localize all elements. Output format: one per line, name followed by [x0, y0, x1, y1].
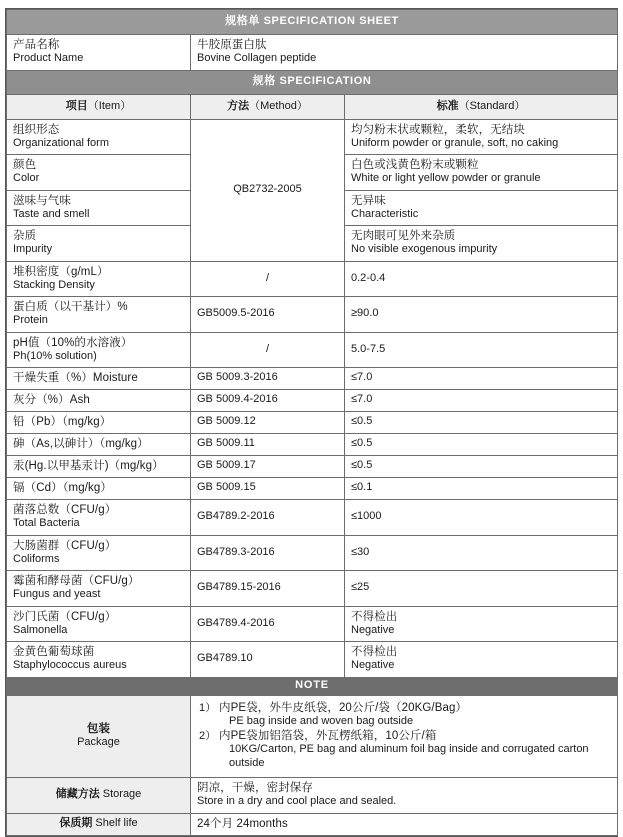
column-header-standard	[345, 94, 618, 119]
row-standard-cell	[345, 571, 618, 607]
row-standard-cell	[345, 478, 618, 500]
row-method-cell	[191, 606, 345, 642]
row-item-cell	[7, 332, 191, 368]
specification-banner-cn: 规格	[252, 75, 276, 88]
package-item	[199, 729, 611, 770]
storage-label-cell	[7, 778, 191, 814]
row-item-en: Stacking Density	[13, 278, 95, 291]
row-item-cell	[7, 261, 191, 297]
row-standard-value: ≤1000	[351, 510, 382, 522]
row-standard-cell	[345, 606, 618, 642]
table-row	[7, 412, 618, 434]
package-label-cn: 包装	[86, 723, 111, 735]
row-method-value: GB 5009.15	[197, 481, 256, 494]
package-item-en: PE bag inside and woven bag outside	[229, 714, 414, 727]
row-method-value: GB 5009.17	[197, 459, 256, 472]
table-row	[7, 434, 618, 456]
row-item-value: 镉（Cd）（mg/kg）	[13, 482, 112, 494]
column-header-standard-cn: 标准	[436, 99, 459, 112]
table-row	[7, 642, 618, 678]
row-standard-cell	[345, 500, 618, 536]
row-item-cell	[7, 155, 191, 191]
column-header-item-en: （Item）	[87, 99, 132, 112]
row-standard-value: ≤30	[351, 545, 370, 558]
row-item-cn: 杂质	[13, 230, 37, 242]
row-standard-cell	[345, 155, 618, 191]
row-item-cell	[7, 368, 191, 390]
note-banner: NOTE	[7, 677, 618, 695]
row-standard-en: Characteristic	[351, 207, 419, 220]
row-standard-en: Negative	[351, 659, 395, 671]
row-item-value: 干燥失重（%）Moisture	[13, 372, 138, 384]
product-name-label-cn: 产品名称	[13, 39, 60, 51]
row-item-cell	[7, 642, 191, 678]
package-item-number: 1）	[199, 701, 217, 714]
row-method-cell	[191, 297, 345, 333]
note-banner-row	[7, 677, 618, 695]
row-method-value: GB4789.3-2016	[197, 545, 275, 558]
row-method-cell	[191, 535, 345, 571]
shelf-life-label-en: Shelf life	[95, 816, 138, 829]
row-item-en: Impurity	[13, 243, 53, 255]
table-row	[7, 606, 618, 642]
row-method-cell	[191, 456, 345, 478]
row-method-cell	[191, 390, 345, 412]
shelf-life-row	[7, 813, 618, 835]
row-item-cell	[7, 434, 191, 456]
row-method-cell	[191, 368, 345, 390]
row-standard-cell	[345, 390, 618, 412]
row-standard-cell	[345, 368, 618, 390]
row-item-en: Total Bacteria	[13, 517, 80, 529]
table-row	[7, 535, 618, 571]
row-item-cell	[7, 190, 191, 226]
shared-method-value: QB2732-2005	[233, 182, 302, 195]
product-name-value-cell	[191, 35, 618, 71]
row-item-cn: 霉菌和酵母菌（CFU/g）	[13, 575, 140, 587]
table-row	[7, 571, 618, 607]
row-standard-value: ≤0.5	[351, 437, 373, 450]
row-method-value: GB4789.10	[197, 652, 253, 664]
row-method-value: GB4789.15-2016	[197, 581, 281, 593]
shelf-life-label-cn: 保质期	[59, 816, 93, 829]
package-item	[199, 701, 611, 729]
storage-value-cn: 阴凉，干燥，密封保存	[197, 782, 313, 794]
table-row	[7, 390, 618, 412]
product-name-label-cell	[7, 35, 191, 71]
row-item-cell	[7, 571, 191, 607]
specification-sheet	[5, 8, 618, 837]
package-row	[7, 695, 618, 778]
row-standard-cell	[345, 456, 618, 478]
title-banner-row	[7, 10, 618, 35]
product-name-label-en: Product Name	[13, 52, 84, 64]
document-title-en: SPECIFICATION SHEET	[263, 15, 399, 28]
column-header-standard-en: （Standard）	[458, 99, 526, 112]
package-item-cn: 内PE袋加铝箔袋，外瓦楞纸箱，10公斤/箱	[219, 730, 437, 742]
row-standard-cn: 无异味	[351, 194, 386, 207]
row-standard-cell	[345, 226, 618, 262]
column-header-item-cn: 项目	[65, 99, 88, 112]
row-method-cell	[191, 412, 345, 434]
row-item-cell	[7, 478, 191, 500]
row-standard-cell	[345, 119, 618, 155]
row-item-cell	[7, 456, 191, 478]
row-method-cell	[191, 642, 345, 678]
row-method-cell	[191, 332, 345, 368]
row-standard-value: ≤7.0	[351, 393, 373, 406]
row-method-value: GB 5009.12	[197, 415, 256, 428]
row-method-cell	[191, 500, 345, 536]
row-item-value: 铅（Pb）（mg/kg）	[13, 416, 112, 428]
row-standard-en: Uniform powder or granule, soft, no caking	[351, 136, 559, 149]
row-standard-en: No visible exogenous impurity	[351, 243, 498, 255]
spec-table	[6, 9, 618, 836]
shelf-life-value-cell	[191, 813, 618, 835]
row-item-value: 灰分（%）Ash	[13, 394, 90, 406]
row-item-en: Staphylococcus aureus	[13, 659, 127, 671]
row-standard-cn: 不得检出	[351, 646, 398, 658]
row-standard-cell	[345, 642, 618, 678]
specification-banner-row	[7, 70, 618, 94]
package-item-cn: 内PE袋，外牛皮纸袋，20公斤/袋（20KG/Bag）	[219, 701, 468, 714]
row-standard-value: ≤7.0	[351, 371, 373, 384]
product-name-row	[7, 35, 618, 71]
row-item-en: Taste and smell	[13, 207, 90, 220]
row-standard-cell	[345, 190, 618, 226]
document-title-cn: 规格单	[225, 15, 260, 28]
document-title	[7, 10, 618, 35]
row-method-value: GB5009.5-2016	[197, 307, 275, 319]
table-row	[7, 500, 618, 536]
row-item-en: Coliforms	[13, 552, 60, 565]
row-item-en: Color	[13, 172, 40, 184]
row-item-en: Protein	[13, 314, 48, 326]
row-standard-cell	[345, 332, 618, 368]
row-item-value: 汞(Hg.以甲基汞计)（mg/kg）	[13, 460, 164, 472]
row-item-cn: 堆积密度（g/mL）	[13, 265, 109, 278]
row-item-cn: 沙门氏菌（CFU/g）	[13, 610, 117, 623]
package-label-cell	[7, 695, 191, 778]
row-method-value: GB 5009.4-2016	[197, 393, 278, 406]
row-standard-value: ≤0.5	[351, 415, 373, 428]
column-header-method-cn: 方法	[227, 99, 250, 112]
row-item-en: Ph(10% solution)	[13, 349, 97, 362]
row-standard-value: ≤0.5	[351, 459, 373, 472]
row-standard-value: 5.0-7.5	[351, 342, 386, 355]
row-standard-cn: 不得检出	[351, 610, 398, 623]
row-standard-value: 0.2-0.4	[351, 271, 386, 284]
row-item-cell	[7, 119, 191, 155]
row-item-cn: 蛋白质（以干基计）%	[13, 301, 128, 313]
row-standard-en: White or light yellow powder or granule	[351, 172, 541, 184]
row-standard-cn: 无肉眼可见外来杂质	[351, 230, 456, 242]
row-item-cell	[7, 297, 191, 333]
column-header-item	[7, 94, 191, 119]
product-name-value-en: Bovine Collagen peptide	[197, 52, 317, 64]
row-item-cell	[7, 390, 191, 412]
row-item-cn: 菌落总数（CFU/g）	[13, 504, 117, 516]
row-standard-value: ≤25	[351, 581, 370, 593]
table-row	[7, 478, 618, 500]
row-item-cn: 颜色	[13, 159, 37, 171]
row-item-en: Organizational form	[13, 136, 109, 149]
table-row	[7, 297, 618, 333]
row-item-en: Salmonella	[13, 623, 68, 636]
row-standard-cn: 白色或浅黄色粉末或颗粒	[351, 159, 479, 171]
row-standard-value: ≤0.1	[351, 481, 373, 494]
row-method-cell	[191, 478, 345, 500]
row-method-value: GB4789.2-2016	[197, 510, 275, 522]
shelf-life-value: 24个月 24months	[197, 817, 288, 830]
shelf-life-label-cell	[7, 813, 191, 835]
column-header-method	[191, 94, 345, 119]
row-item-cn: 滋味与气味	[13, 194, 71, 207]
package-item-en: 10KG/Carton, PE bag and aluminum foil bag inside and corrugated carton outside	[229, 743, 589, 769]
row-standard-cell	[345, 297, 618, 333]
column-header-row	[7, 94, 618, 119]
row-method-value: GB 5009.3-2016	[197, 371, 278, 384]
column-header-method-en: （Method）	[249, 99, 308, 112]
row-item-cn: 组织形态	[13, 123, 60, 136]
row-item-en: Fungus and yeast	[13, 588, 101, 600]
row-method-cell	[191, 261, 345, 297]
table-row	[7, 456, 618, 478]
specification-banner-en: SPECIFICATION	[279, 75, 372, 88]
row-item-cell	[7, 226, 191, 262]
table-row	[7, 368, 618, 390]
row-method-cell	[191, 434, 345, 456]
table-row	[7, 119, 618, 155]
row-method-value: /	[265, 271, 270, 284]
row-standard-cell	[345, 412, 618, 434]
package-label-en: Package	[77, 736, 120, 748]
row-method-value: GB 5009.11	[197, 437, 255, 450]
row-standard-value: ≥90.0	[351, 307, 379, 319]
specification-banner	[7, 70, 618, 94]
storage-value-en: Store in a dry and cool place and sealed.	[197, 795, 397, 807]
row-item-cell	[7, 606, 191, 642]
row-item-cn: 金黄色葡萄球菌	[13, 646, 95, 658]
row-method-value: /	[265, 342, 270, 355]
table-row	[7, 332, 618, 368]
row-method-cell-merged	[191, 119, 345, 261]
row-standard-cell	[345, 261, 618, 297]
product-name-value-cn: 牛胶原蛋白肽	[197, 39, 267, 51]
row-method-value: GB4789.4-2016	[197, 616, 275, 629]
row-item-cell	[7, 412, 191, 434]
row-item-cn: pH值（10%的水溶液）	[13, 336, 133, 349]
row-standard-cell	[345, 535, 618, 571]
row-standard-en: Negative	[351, 623, 395, 636]
storage-label-cn: 储藏方法	[55, 788, 100, 800]
row-item-cell	[7, 535, 191, 571]
row-standard-cn: 均匀粉末状或颗粒，柔软，无结块	[351, 123, 525, 136]
package-value-cell	[191, 695, 618, 778]
package-item-number: 2）	[199, 730, 217, 742]
row-item-cn: 大肠菌群（CFU/g）	[13, 539, 117, 552]
row-standard-cell	[345, 434, 618, 456]
row-item-value: 砷（As,以砷计）（mg/kg）	[13, 438, 149, 450]
row-item-cell	[7, 500, 191, 536]
row-method-cell	[191, 571, 345, 607]
storage-value-cell	[191, 778, 618, 814]
storage-label-en: Storage	[102, 788, 142, 800]
storage-row	[7, 778, 618, 814]
table-row	[7, 261, 618, 297]
